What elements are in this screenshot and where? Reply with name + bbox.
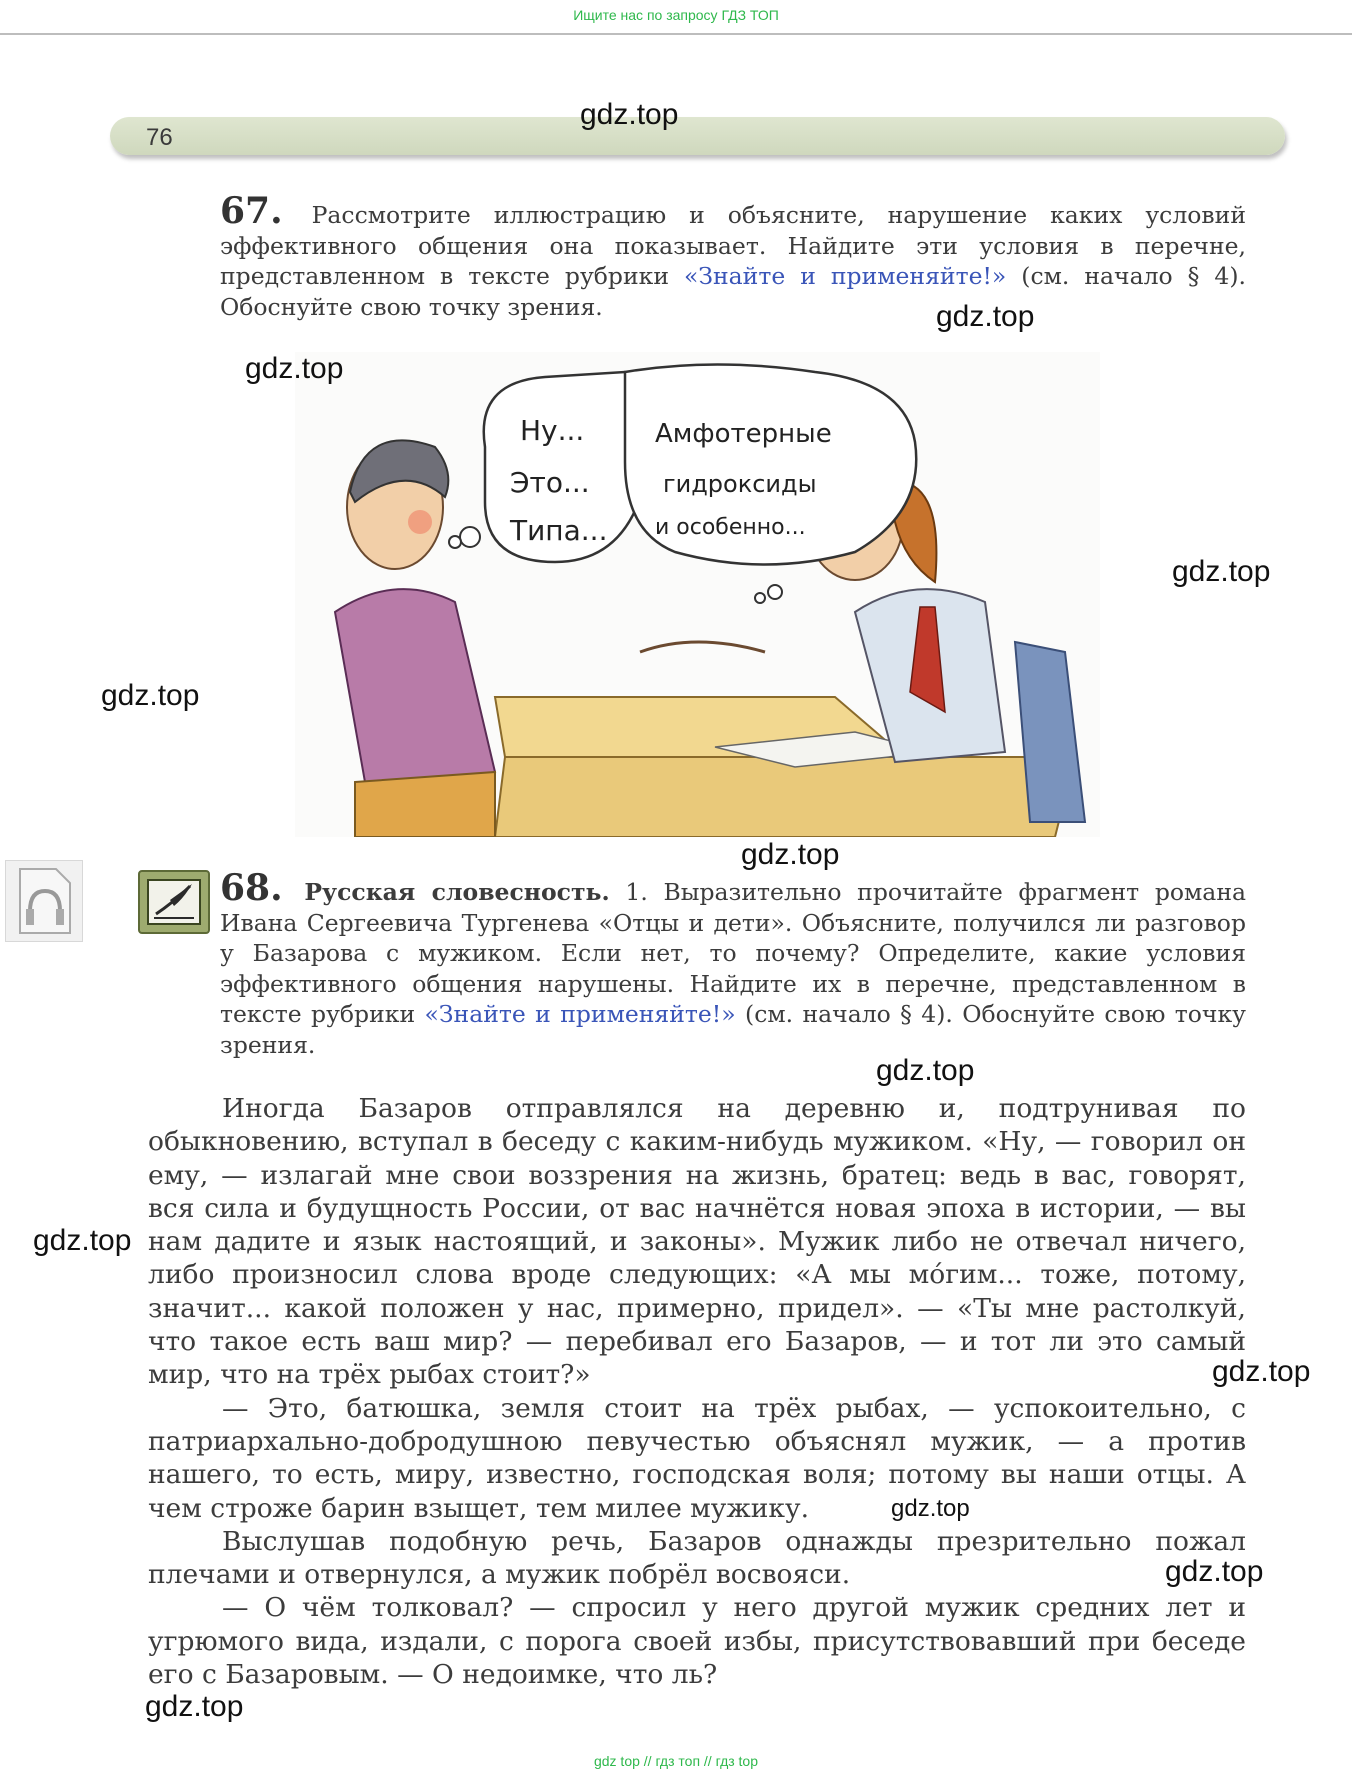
illustration-drawing bbox=[295, 352, 1100, 837]
watermark: gdz.top bbox=[1212, 1355, 1311, 1388]
exercise-67-number: 67. bbox=[220, 190, 283, 232]
footer-links[interactable]: gdz top // гдз топ // гдз top bbox=[593, 1753, 759, 1769]
bubble-right-line-1: Амфотерные bbox=[655, 419, 832, 449]
audio-icon[interactable] bbox=[5, 860, 83, 942]
novel-excerpt bbox=[148, 1092, 1246, 1691]
bubble-left-line-2: Это... bbox=[510, 466, 590, 499]
page-number: 76 bbox=[146, 124, 173, 151]
watermark: gdz.top bbox=[1172, 555, 1271, 588]
watermark: gdz.top bbox=[1165, 1555, 1264, 1588]
watermark: gdz.top bbox=[876, 1054, 975, 1087]
bubble-right-line-3: и особенно... bbox=[655, 515, 806, 540]
watermark: gdz.top bbox=[936, 300, 1035, 333]
watermark: gdz.top bbox=[145, 1690, 244, 1723]
bubble-left-line-1: Ну... bbox=[520, 414, 585, 447]
top-banner-text: Ищите нас по запросу ГДЗ ТОП bbox=[573, 7, 779, 23]
excerpt-paragraph: — О чём толковал? — спросил у него другой мужик средних лет и угрюмого вида, издали, с порога своей избы, присутствовавший при беседе его с Базаровым. — О недоимке, что ль? bbox=[148, 1592, 1246, 1691]
top-banner bbox=[0, 0, 1352, 35]
watermark: gdz.top bbox=[33, 1224, 132, 1257]
excerpt-paragraph: Выслушав подобную речь, Базаров однажды презрительно пожал плечами и отвернулся, а мужик побрёл восвояси. bbox=[148, 1525, 1246, 1591]
exercise-68 bbox=[220, 867, 1246, 1060]
exercise-68-number: 68. bbox=[220, 867, 283, 909]
page-header-bar bbox=[110, 117, 1285, 155]
exercise-67-text: Рассмотрите иллюстрацию и объясните, нарушение каких условий эффективного общения она показывает. Найдите эти условия в перечне, представленном в тексте рубрики bbox=[220, 201, 1246, 290]
exercise-68-text: 1. Выразительно прочитайте фрагмент романа Ивана Сергеевича Тургенева «Отцы и дети». Объясните, получился ли разговор у Базарова с мужиком. Если нет, то почему? Определите, какие условия эффективного общения нарушены. Найдите их в перечне, представленном в тексте рубрики bbox=[220, 878, 1246, 1028]
watermark: gdz.top bbox=[891, 1495, 970, 1522]
bubble-left-line-3: Типа... bbox=[510, 514, 608, 547]
literature-feather-icon bbox=[138, 870, 210, 934]
exercise-67-text-end: (см. начало § 4). Обоснуйте свою точку зрения. bbox=[220, 262, 1246, 321]
exercise-68-heading: Русская словесность. bbox=[304, 878, 610, 906]
exercise-68-text-end: (см. начало § 4). Обоснуйте свою точку зрения. bbox=[220, 1000, 1246, 1059]
illustration bbox=[295, 352, 1100, 837]
bubble-right-line-2: гидроксиды bbox=[663, 470, 817, 498]
excerpt-paragraph: Иногда Базаров отправлялся на деревню и, подтрунивая по обыкновению, вступал в беседу с каким-нибудь мужиком. «Ну, — говорил он ему, — излагай мне свои воззрения на жизнь, братец: ведь в вас, говорят, вся сила и будущность России, от вас начнётся новая эпоха в истории, — вы нам дадите и язык настоящий, и законы». Мужик либо не отвечал ничего, либо произносил слова вроде следующих: «А мы мóгим... тоже, потому, значит... какой положен у нас, примерно, придел». — «Ты мне растолкуй, что такое есть ваш мир? — перебивал его Базаров, — и тот ли это самый мир, что на трёх рыбах стоит?» bbox=[148, 1093, 1246, 1391]
excerpt-paragraph: — Это, батюшка, земля стоит на трёх рыбах, — успокоительно, с патриархально-добродушною певучестью объяснял мужик, — а против нашего, то есть, миру, известно, господская воля; потому вы наши отцы. А чем строже барин взыщет, тем милее мужику. bbox=[148, 1392, 1246, 1524]
watermark: gdz.top bbox=[580, 98, 679, 131]
exercise-67-rubric-link[interactable]: «Знайте и применяйте!» bbox=[683, 262, 1007, 290]
watermark: gdz.top bbox=[245, 352, 344, 385]
watermark: gdz.top bbox=[741, 838, 840, 871]
exercise-68-rubric-link[interactable]: «Знайте и применяйте!» bbox=[424, 1000, 736, 1028]
exercise-67 bbox=[220, 190, 1246, 322]
watermark: gdz.top bbox=[101, 679, 200, 712]
